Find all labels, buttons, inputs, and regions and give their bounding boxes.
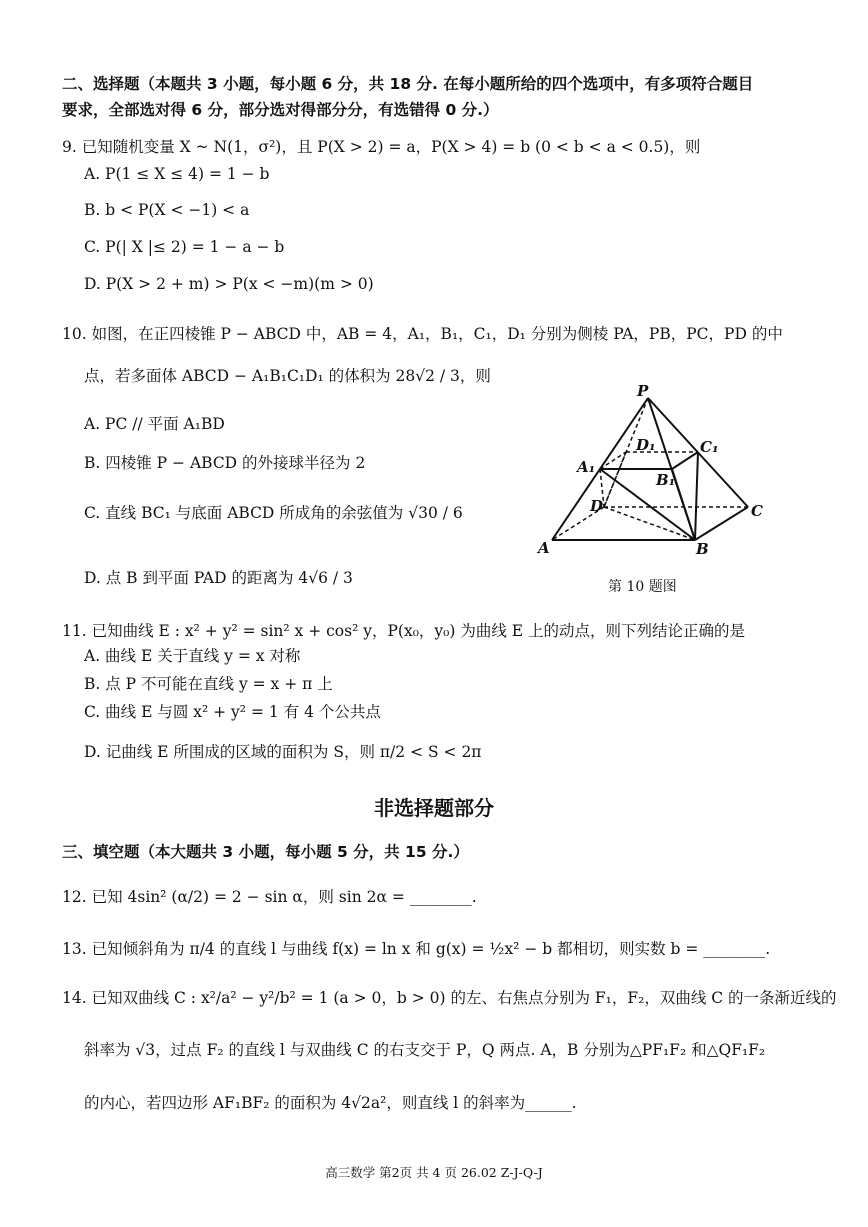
q10-option-d: D. 点 B 到平面 PAD 的距离为 4√6 / 3 (84, 569, 353, 587)
edge-bc (695, 507, 748, 540)
q10-stem-line2: 点，若多面体 ABCD − A₁B₁C₁D₁ 的体积为 28√2 / 3，则 (84, 367, 491, 385)
q11-option-a: A. 曲线 E 关于直线 y = x 对称 (84, 647, 301, 665)
label-d1: D₁ (636, 436, 656, 454)
q14-line1: 14. 已知双曲线 C : x²/a² − y²/b² = 1 (a > 0，b > 0) 的左、右焦点分别为 F₁，F₂，双曲线 C 的一条渐近线的 (62, 989, 837, 1007)
q10-option-a: A. PC // 平面 A₁BD (84, 415, 225, 433)
q10-option-b: B. 四棱锥 P − ABCD 的外接球半径为 2 (84, 454, 366, 472)
label-c1: C₁ (700, 438, 719, 456)
q9-option-d: D. P(X > 2 + m) > P(x < −m)(m > 0) (84, 275, 374, 293)
edge-c1b (695, 452, 698, 540)
label-b1: B₁ (656, 471, 676, 489)
q10-option-c: C. 直线 BC₁ 与底面 ABCD 所成角的余弦值为 √30 / 6 (84, 504, 463, 522)
q14-line3: 的内心，若四边形 AF₁BF₂ 的面积为 4√2a²，则直线 l 的斜率为______. (84, 1094, 577, 1112)
section-nonchoice-title: 非选择题部分 (374, 796, 494, 820)
q11-option-d: D. 记曲线 E 所围成的区域的面积为 S，则 π/2 < S < 2π (84, 743, 482, 761)
q9-option-b: B. b < P(X < −1) < a (84, 201, 250, 219)
label-p: P (637, 382, 649, 400)
label-b: B (696, 540, 709, 558)
section2-header-line1: 二、选择题（本题共 3 小题，每小题 6 分，共 18 分. 在每小题所给的四个选项中，有多项符合题目 (62, 75, 754, 93)
edge-b1b (672, 469, 695, 540)
q9-stem: 9. 已知随机变量 X ~ N(1，σ²)，且 P(X > 2) = a，P(X > 4) = b (0 < b < a < 0.5)，则 (62, 138, 701, 156)
q11-stem: 11. 已知曲线 E : x² + y² = sin² x + cos² y，P(x₀，y₀) 为曲线 E 上的动点，则下列结论正确的是 (62, 622, 746, 640)
pyramid-figure (530, 380, 780, 565)
q13: 13. 已知倾斜角为 π/4 的直线 l 与曲线 f(x) = ln x 和 g(x) = ½x² − b 都相切，则实数 b = ________. (62, 940, 771, 958)
edge-d1d-hidden (604, 452, 626, 507)
q11-option-b: B. 点 P 不可能在直线 y = x + π 上 (84, 675, 333, 693)
label-a: A (538, 539, 550, 557)
section2-header-line2: 要求，全部选对得 6 分，部分选对得部分分，有选错得 0 分.） (62, 101, 499, 119)
edge-db-hidden (604, 507, 695, 540)
page-footer: 高三数学 第2页 共 4 页 26.02 Z-J-Q-J (325, 1165, 543, 1180)
q10-stem-line1: 10. 如图，在正四棱锥 P − ABCD 中，AB = 4，A₁，B₁，C₁，D₁ 分别为侧棱 PA，PB，PC，PD 的中 (62, 325, 783, 343)
q12: 12. 已知 4sin² (α/2) = 2 − sin α，则 sin 2α = ________. (62, 888, 477, 906)
label-c: C (751, 502, 763, 520)
figure-caption: 第 10 题图 (608, 579, 677, 595)
q9-option-a: A. P(1 ≤ X ≤ 4) = 1 − b (84, 165, 270, 183)
edge-b1c1 (672, 452, 698, 469)
section3-header: 三、填空题（本大题共 3 小题，每小题 5 分，共 15 分.） (62, 843, 469, 861)
q14-line2: 斜率为 √3，过点 F₂ 的直线 l 与双曲线 C 的右支交于 P，Q 两点. A，B 分别为△PF₁F₂ 和△QF₁F₂ (84, 1041, 766, 1059)
q11-option-c: C. 曲线 E 与圆 x² + y² = 1 有 4 个公共点 (84, 703, 381, 721)
q9-option-c: C. P(| X |≤ 2) = 1 − a − b (84, 238, 285, 256)
label-d: D (590, 497, 604, 515)
label-a1: A₁ (577, 458, 596, 476)
